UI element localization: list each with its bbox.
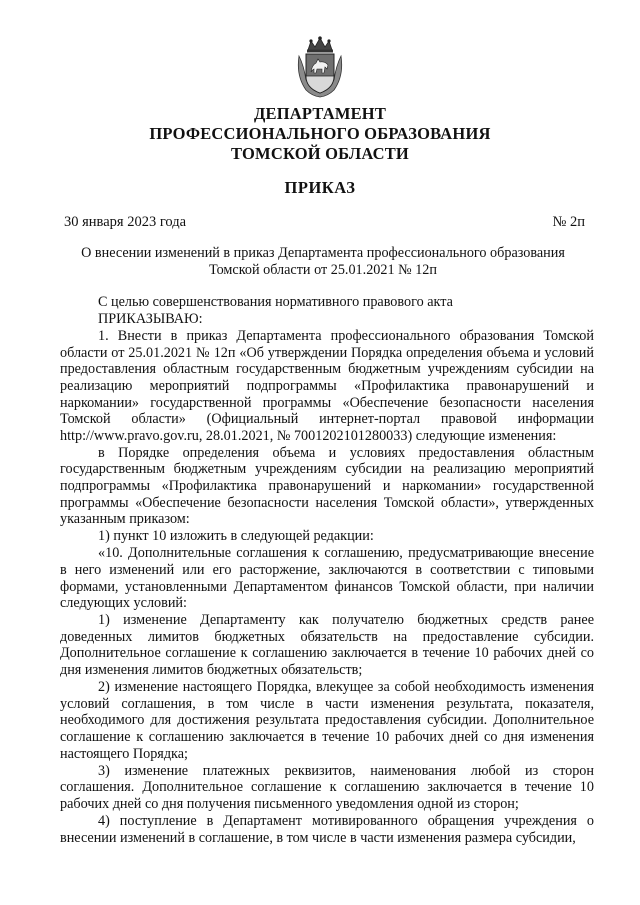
- paragraph-subitem-1: 1) пункт 10 изложить в следующей редакции:: [98, 528, 374, 545]
- department-name-line-2: ПРОФЕССИОНАЛЬНОГО ОБРАЗОВАНИЯ: [149, 124, 491, 143]
- order-subject: О внесении изменений в приказ Департамента профессионального образования Томской области от 25.01.2021 № 12п: [81, 245, 565, 278]
- paragraph-condition-1: 1) изменение Департаменту как получателю бюджетных средств ранее доведенных лимитов бюджетных обязательств на предоставление субсидии. Дополнительное соглашение к соглашению заключается в течение 10 рабочих дней со дня изменения лимитов бюджетных обязательств;: [60, 612, 594, 679]
- paragraph-item-1: 1. Внести в приказ Департамента профессионального образования Томской области от 25.01.2021 № 12п «Об утверждении Порядка определения объема и условий предоставления областным государственным бюджетным учреждениям субсидии на реализацию мероприятий подпрограммы «Профилактика правонарушений и наркомании» государственной программы «Обеспечение безопасности населения Томской области» (Официальный интернет-портал правовой информации http://www.pravo.gov.ru, 28.01.2021, № 7001202101280033) следующие изменения:: [60, 328, 594, 444]
- department-name-line-3: ТОМСКОЙ ОБЛАСТИ: [231, 144, 409, 163]
- paragraph-condition-3: 3) изменение платежных реквизитов, наименования любой из сторон соглашения. Дополнительное соглашение к соглашению заключается в течение 10 рабочих дней со дня получения письменного уведомления одной из сторон;: [60, 762, 594, 812]
- order-date: 30 января 2023 года: [64, 214, 187, 230]
- paragraph-purpose: С целью совершенствования нормативного правового акта: [98, 294, 453, 310]
- paragraph-condition-4: 4) поступление в Департамент мотивированного обращения учреждения о внесении изменений в соглашение, в том числе в части изменения размера субсидии,: [60, 812, 594, 846]
- paragraph-procedure-intro: в Порядке определения объема и условиях предоставления областным государственным бюджетным учреждениям субсидии на реализацию мероприятий подпрограммы «Профилактика правонарушений и наркомании» государственной программы «Обеспечение безопасности населения Томской области», утвержденных указанным приказом:: [60, 444, 594, 528]
- department-name-line-1: ДЕПАРТАМЕНТ: [253, 104, 387, 123]
- tomsk-oblast-coat-of-arms-icon: [296, 36, 344, 98]
- paragraph-order-word: ПРИКАЗЫВАЮ:: [98, 311, 203, 328]
- document-type-title: ПРИКАЗ: [284, 178, 356, 197]
- paragraph-clause-10: «10. Дополнительные соглашения к соглашению, предусматривающие внесение в него изменений или его расторжение, заключаются в соответствии с типовыми формами, установленными Департаментом финансов Томской области, при наличии следующих условий:: [60, 545, 594, 612]
- paragraph-condition-2: 2) изменение настоящего Порядка, влекущее за собой необходимость изменения условий соглашения, в том числе в части изменения результата, показателя, необходимого для достижения результата предоставления субсидии. Дополнительное соглашение к соглашению заключается в течение 10 рабочих дней со дня изменения настоящего Порядка;: [60, 679, 594, 762]
- order-body: [60, 294, 594, 846]
- order-number: № 2п: [552, 214, 585, 230]
